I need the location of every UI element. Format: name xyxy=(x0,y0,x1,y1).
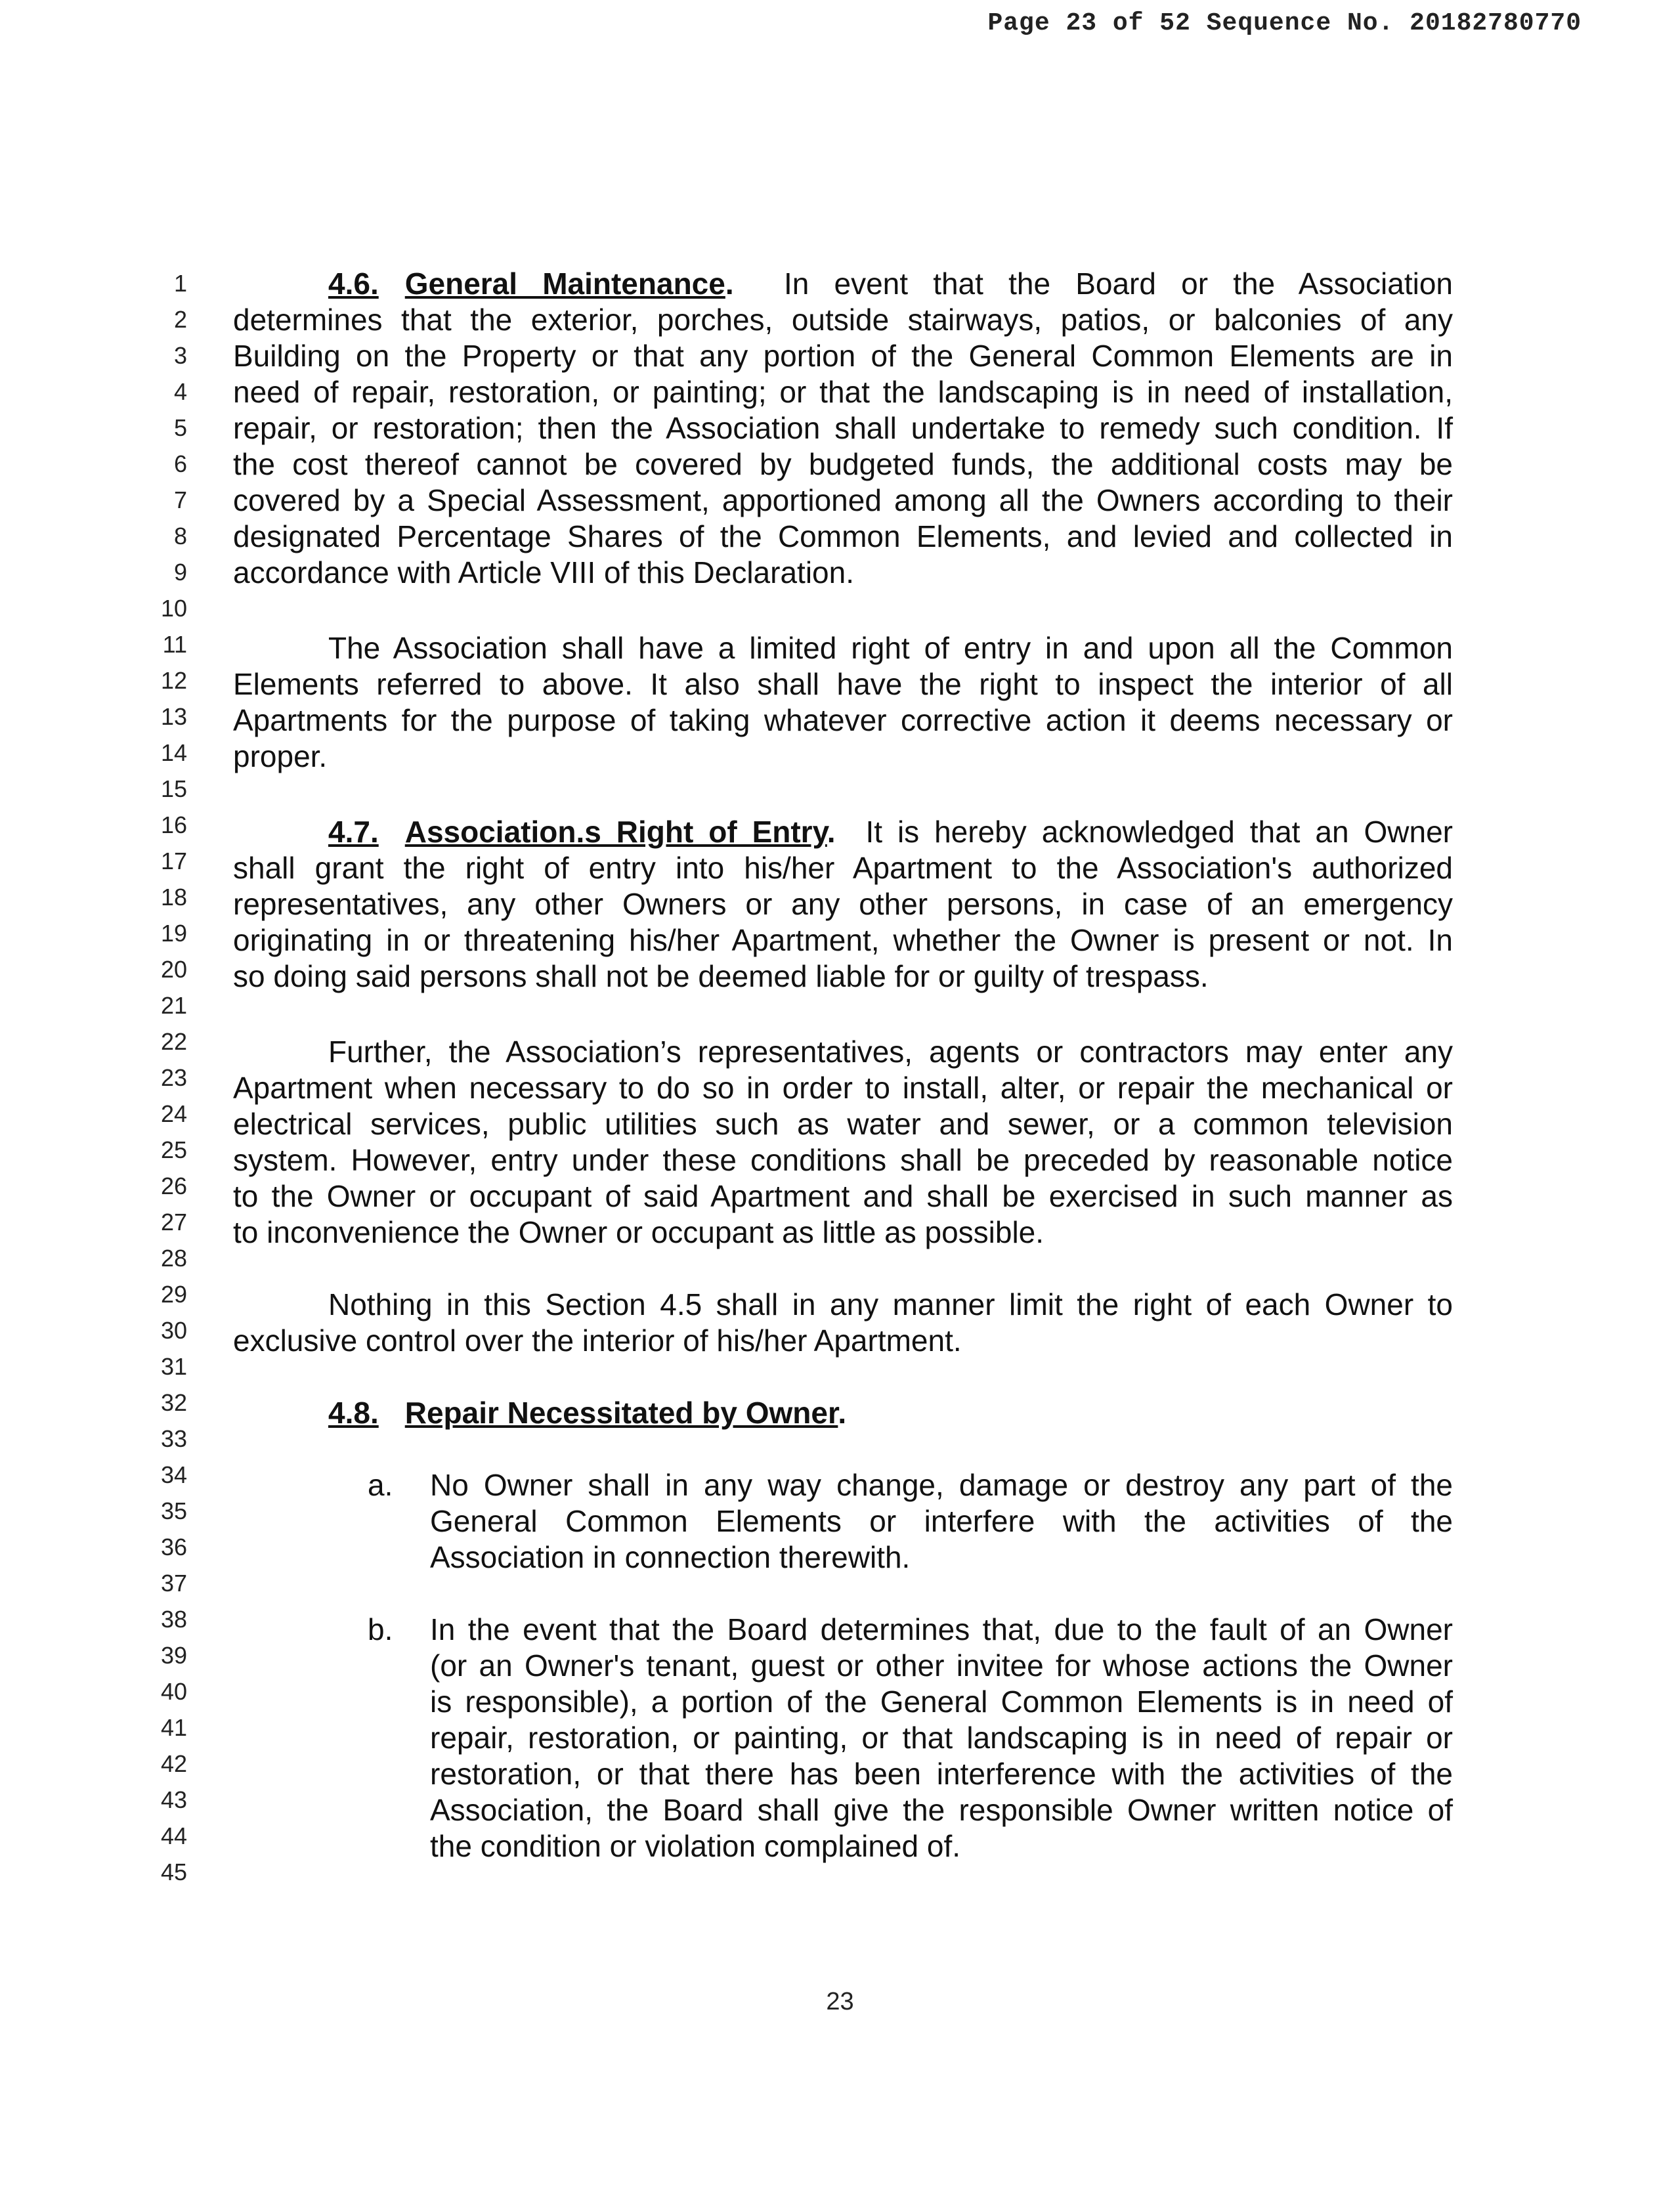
line-number: 19 xyxy=(160,920,187,947)
section-title: Repair Necessitated by Owner xyxy=(404,1396,838,1430)
list-item-text: (or an Owner's tenant, guest or other invitee for whose actions the Owner xyxy=(430,1648,1453,1683)
line-number: 40 xyxy=(160,1678,187,1705)
paragraph-text: proper. xyxy=(233,739,328,773)
line-number: 18 xyxy=(160,884,187,911)
line-number: 11 xyxy=(162,631,187,658)
line-number: 25 xyxy=(160,1136,187,1163)
line-number: 12 xyxy=(160,667,187,694)
paragraph-text: The Association shall have a limited right of entry in and upon all the Common xyxy=(328,631,1453,665)
section-4-8-heading-line: 4.8. Repair Necessitated by Owner. xyxy=(328,1396,847,1430)
paragraph-text: Further, the Association’s representatives, agents or contractors may enter any xyxy=(328,1035,1453,1069)
line-number: 14 xyxy=(160,739,187,766)
paragraph-text: covered by a Special Assessment, apportioned among all the Owners according to their xyxy=(233,483,1453,517)
paragraph-text: In event that the Board or the Association xyxy=(783,267,1454,301)
line-number: 36 xyxy=(160,1534,187,1560)
line-number: 24 xyxy=(160,1100,187,1127)
line-number: 38 xyxy=(160,1606,187,1633)
line-number: 16 xyxy=(160,811,187,838)
section-number: 4.6. xyxy=(328,267,379,301)
list-item-text: General Common Elements or interfere with the activities of the xyxy=(430,1504,1453,1538)
line-number: 37 xyxy=(160,1570,187,1597)
line-number: 4 xyxy=(173,378,187,405)
paragraph-text: originating in or threatening his/her Apartment, whether the Owner is present or not. In xyxy=(233,923,1453,957)
line-number: 10 xyxy=(160,595,187,622)
paragraph-text: to inconvenience the Owner or occupant as little as possible. xyxy=(233,1215,1045,1249)
section-title: Association.s Right of Entry xyxy=(404,815,827,849)
line-number: 22 xyxy=(160,1028,187,1055)
page-number: 23 xyxy=(826,1988,854,2015)
paragraph-text: determines that the exterior, porches, outside stairways, patios, or balconies of any xyxy=(233,303,1453,337)
line-number: 17 xyxy=(160,848,187,874)
paragraph-text: Elements referred to above. It also shall have the right to inspect the interior of all xyxy=(233,667,1453,701)
line-number: 41 xyxy=(160,1714,187,1741)
paragraph-text: to the Owner or occupant of said Apartment and shall be exercised in such manner as xyxy=(233,1179,1453,1213)
paragraph-text: Apartments for the purpose of taking whatever corrective action it deems necessary or xyxy=(233,703,1453,737)
line-number: 27 xyxy=(160,1209,187,1236)
line-number: 3 xyxy=(173,342,187,369)
line-number: 45 xyxy=(160,1859,187,1885)
paragraph-text: system. However, entry under these conditions shall be preceded by reasonable notice xyxy=(233,1143,1453,1177)
line-number: 43 xyxy=(160,1786,187,1813)
line-number: 2 xyxy=(173,306,187,333)
section-4-7-heading-line: 4.7. Association.s Right of Entry. It is hereby acknowledged that an Owner xyxy=(328,815,1454,849)
paragraph-text: accordance with Article VIII of this Declaration. xyxy=(233,555,854,590)
list-item-text: Association in connection therewith. xyxy=(430,1540,911,1574)
line-number: 6 xyxy=(173,450,187,477)
list-item-text: repair, restoration, or painting, or that landscaping is in need of repair or xyxy=(430,1721,1453,1755)
list-item-text: is responsible), a portion of the General Common Elements is in need of xyxy=(430,1685,1453,1719)
section-4-6-heading-line: 4.6. General Maintenance. In event that the Board or the Association xyxy=(328,267,1454,301)
list-item-text: the condition or violation complained of. xyxy=(430,1829,961,1863)
list-marker-a: a. xyxy=(368,1468,393,1502)
line-number: 15 xyxy=(160,775,187,802)
line-number: 1 xyxy=(173,270,187,297)
list-item-text: In the event that the Board determines that, due to the fault of an Owner xyxy=(430,1612,1453,1646)
line-number: 21 xyxy=(160,992,187,1019)
paragraph-text: Building on the Property or that any portion of the General Common Elements are in xyxy=(233,339,1453,373)
paragraph-text: Apartment when necessary to do so in order to install, alter, or repair the mechanical or xyxy=(233,1071,1453,1105)
page-header: Page 23 of 52 Sequence No. 20182780770 xyxy=(987,9,1582,37)
line-number: 39 xyxy=(160,1642,187,1669)
line-number: 33 xyxy=(160,1425,187,1452)
line-number: 9 xyxy=(173,559,187,586)
list-marker-b: b. xyxy=(368,1612,393,1646)
line-number: 7 xyxy=(173,486,187,513)
list-item-text: No Owner shall in any way change, damage or destroy any part of the xyxy=(430,1468,1453,1502)
paragraph-text: shall grant the right of entry into his/her Apartment to the Association's authorized xyxy=(233,851,1453,885)
line-number: 35 xyxy=(160,1497,187,1524)
paragraph-text: representatives, any other Owners or any other persons, in case of an emergency xyxy=(233,887,1453,921)
line-number: 31 xyxy=(160,1353,187,1380)
line-number: 28 xyxy=(160,1245,187,1272)
section-number: 4.8. xyxy=(328,1396,379,1430)
line-number: 32 xyxy=(160,1389,187,1416)
line-number: 34 xyxy=(160,1461,187,1488)
section-title: General Maintenance xyxy=(404,267,725,301)
paragraph-text: so doing said persons shall not be deemed liable for or guilty of trespass. xyxy=(233,959,1209,993)
list-item-text: Association, the Board shall give the responsible Owner written notice of xyxy=(430,1793,1453,1827)
line-number: 8 xyxy=(173,523,187,549)
line-number: 13 xyxy=(160,703,187,730)
line-number: 5 xyxy=(173,414,187,441)
section-number: 4.7. xyxy=(328,815,379,849)
list-item-text: restoration, or that there has been interference with the activities of the xyxy=(430,1757,1453,1791)
line-number: 29 xyxy=(160,1281,187,1308)
line-number: 20 xyxy=(160,956,187,983)
paragraph-text: designated Percentage Shares of the Common Elements, and levied and collected in xyxy=(233,519,1453,553)
paragraph-text: repair, or restoration; then the Association shall undertake to remedy such condition. If xyxy=(233,411,1453,445)
paragraph-text: need of repair, restoration, or painting; or that the landscaping is in need of installation, xyxy=(233,375,1453,409)
paragraph-text: exclusive control over the interior of his/her Apartment. xyxy=(233,1323,962,1358)
text-line xyxy=(0,266,1680,302)
line-number: 42 xyxy=(160,1750,187,1777)
line-number: 26 xyxy=(160,1172,187,1199)
paragraph-text: the cost thereof cannot be covered by budgeted funds, the additional costs may be xyxy=(233,447,1453,481)
line-number: 30 xyxy=(160,1317,187,1344)
paragraph-text: Nothing in this Section 4.5 shall in any manner limit the right of each Owner to xyxy=(328,1287,1453,1322)
paragraph-text: electrical services, public utilities such as water and sewer, or a common television xyxy=(233,1107,1453,1141)
line-number: 44 xyxy=(160,1822,187,1849)
line-number: 23 xyxy=(160,1064,187,1091)
paragraph-text: It is hereby acknowledged that an Owner xyxy=(865,815,1454,849)
